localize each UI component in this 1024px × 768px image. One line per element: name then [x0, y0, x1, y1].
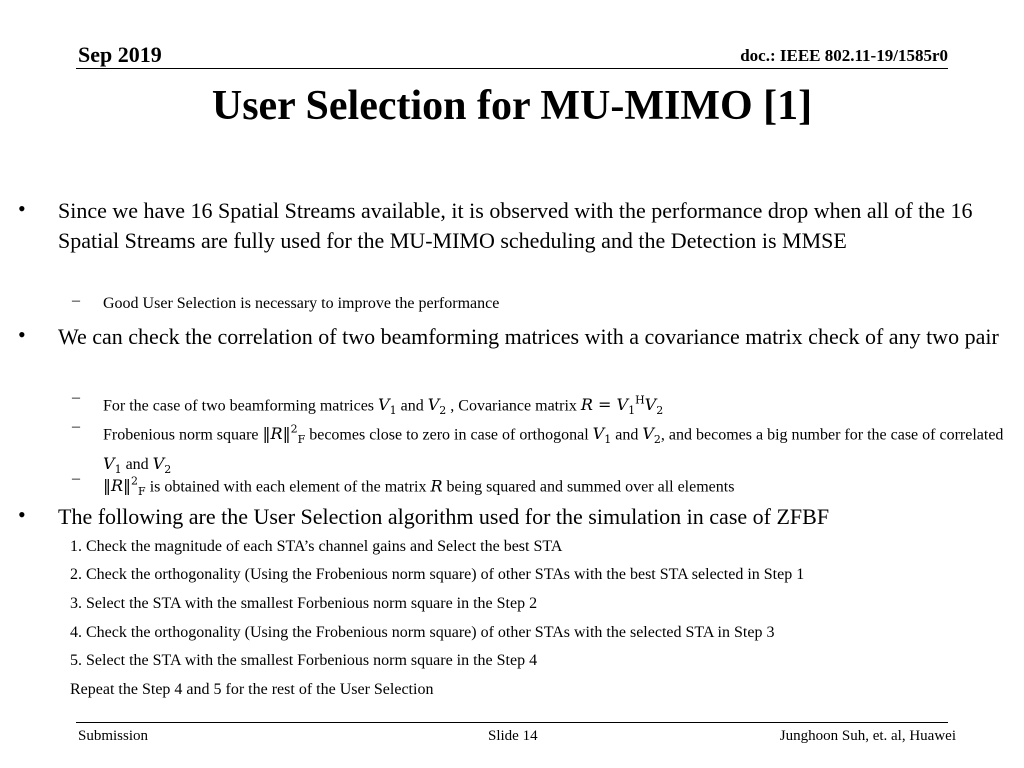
bullet-marker: •: [18, 502, 26, 527]
algorithm-step: 4. Check the orthogonality (Using the Frobenious norm square) of other STAs with the selected STA in Step 3: [70, 624, 775, 641]
sub-bullet-marker: –: [72, 470, 80, 487]
header-date: Sep 2019: [78, 42, 162, 67]
algorithm-step: 1. Check the magnitude of each STA’s channel gains and Select the best STA: [70, 538, 563, 555]
bullet-2-text: We can check the correlation of two beamforming matrices with a covariance matrix check of any two pair: [58, 324, 999, 349]
footer-author: Junghoon Suh, et. al, Huawei: [779, 728, 956, 744]
header-doc-id: doc.: IEEE 802.11-19/1585r0: [740, 46, 948, 65]
footer-slide-number: Slide 14: [488, 728, 538, 744]
footer-rule: [76, 722, 948, 723]
bullet-3-text: The following are the User Selection algorithm used for the simulation in case of ZFBF: [58, 504, 830, 529]
bullet-marker: •: [18, 322, 26, 347]
bullet-1-text: Since we have 16 Spatial Streams available, it is observed with the performance drop when all of the 16 Spatial Streams are fully used for the MU-MIMO scheduling and the Detection is MMSE: [58, 198, 973, 253]
sub-bullet-marker: –: [72, 389, 80, 406]
sub-bullet-marker: –: [72, 292, 80, 309]
header-rule: [76, 68, 948, 69]
bullet-2-sub-1: For the case of two beamforming matrices $V_1$ and $V_2$ , Covariance matrix $R = V_1^HV_2$: [103, 394, 664, 418]
footer-submission: Submission: [78, 728, 149, 744]
slide-title: User Selection for MU-MIMO [1]: [211, 83, 813, 129]
algorithm-step: 3. Select the STA with the smallest Forbenious norm square in the Step 2: [70, 595, 538, 612]
sub-bullet-marker: –: [72, 418, 80, 435]
bullet-2-sub-3: ‖R‖$^2_F$ is obtained with each element of the matrix R being squared and summed over all elements: [103, 475, 735, 499]
bullet-1-sub-1: Good User Selection is necessary to improve the performance: [103, 295, 500, 312]
algorithm-step: 2. Check the orthogonality (Using the Frobenious norm square) of other STAs with the best STA selected in Step 1: [70, 566, 805, 583]
bullet-marker: •: [18, 196, 26, 221]
algorithm-step: 5. Select the STA with the smallest Forbenious norm square in the Step 4: [70, 652, 538, 669]
algorithm-repeat-note: Repeat the Step 4 and 5 for the rest of the User Selection: [70, 681, 434, 698]
bullet-2-sub-2: Frobenious norm square ‖R‖$^2_F$ becomes close to zero in case of orthogonal $V_1$ and $V_2$, and becomes a big number for the case of correlated $V_1$ and $V_2$: [103, 423, 1004, 476]
